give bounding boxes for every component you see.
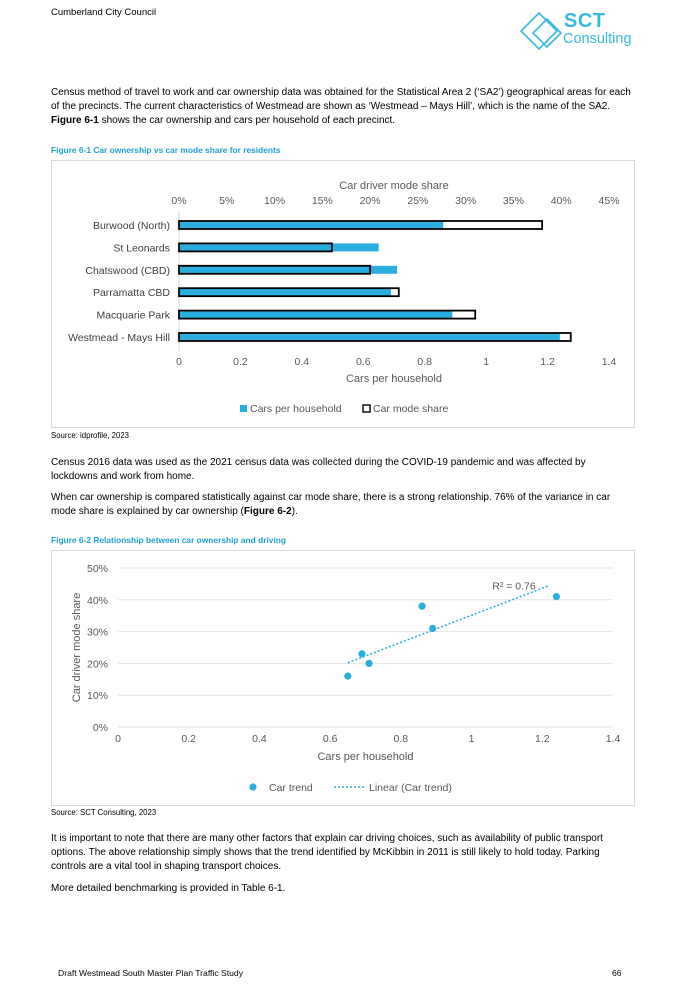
footer-page-number: 66 (612, 968, 622, 978)
figure-2-source: Source: SCT Consulting, 2023 (51, 808, 157, 817)
chart-2-x-tick: 0.8 (393, 733, 409, 745)
chart-1-top-tick: 10% (264, 195, 286, 207)
chart-2-svg (52, 551, 634, 805)
chart-1-legend-marker-share (363, 405, 370, 412)
chart-1-top-tick: 25% (407, 195, 429, 207)
chart-2-y-tick: 50% (86, 563, 108, 575)
chart-1-category-label: Parramatta CBD (92, 287, 170, 300)
chart-2-r-squared-label: R² = 0.76 (492, 580, 536, 593)
chart-1-svg (52, 161, 634, 427)
chart-1-top-tick: 45% (598, 195, 620, 207)
paragraph-relationship (51, 491, 635, 519)
chart-2-trendline (348, 585, 550, 662)
chart-1-top-axis-title: Car driver mode share (339, 180, 449, 192)
chart-2-x-tick: 0.6 (322, 733, 338, 745)
chart-1-bottom-tick: 0.2 (233, 356, 248, 368)
chart-2-point (429, 625, 436, 632)
chart-1-bar-cars-per-household (179, 311, 452, 319)
chart-1-category-label: Macquarie Park (96, 309, 170, 322)
chart-1-bottom-tick: 0.4 (294, 356, 310, 368)
paragraph-intro (51, 86, 635, 128)
chart-2-x-tick: 1.2 (534, 733, 550, 745)
chart-1-category-label: Burwood (North) (92, 220, 170, 232)
chart-2-legend-marker-points (249, 783, 256, 790)
paragraph-intro-a: Census method of travel to work and car ownership data was obtained for the Statistical Area 2 (‘SA2’) geographical areas for each of the precincts. The current characteristics of Westmead are shown as ‘Westmead – Mays Hill’, which is the name of the SA2. (51, 87, 631, 112)
chart-1-bar-cars-per-household (179, 266, 397, 274)
chart-2-y-tick: 30% (86, 626, 108, 639)
chart-1-top-tick: 30% (455, 195, 477, 207)
chart-1-category-label: Westmead - Mays Hill (68, 332, 170, 344)
chart-2-y-tick: 20% (86, 658, 108, 671)
paragraph-factors: It is important to note that there are many other factors that explain car driving choices, such as availability of public transport options. The above relationship simply shows that the trend identified by McKibbin in 2011 is still likely to hold today. Parking controls are a vital tool in shaping transport choices. (51, 833, 603, 872)
chart-2-y-tick: 40% (86, 594, 108, 607)
figure-2-caption: Figure 6-2 Relationship between car ownership and driving (51, 535, 287, 545)
chart-1-top-tick: 0% (171, 195, 187, 207)
chart-1-top-tick: 40% (550, 195, 572, 207)
chart-2-x-axis-title: Cars per household (317, 751, 414, 763)
chart-1-legend-cars: Cars per household (250, 403, 342, 415)
paragraph-relationship-a: When car ownership is compared statistically against car mode share, there is a strong relationship. 76% of the variance in car mode share is explained by car ownership ( (51, 492, 611, 517)
figure-1-chart (51, 160, 635, 428)
chart-2-y-axis-title: Car driver mode share (71, 592, 83, 703)
figure-1-caption: Figure 6-1 Car ownership vs car mode share for residents (51, 145, 281, 155)
chart-2-x-tick: 0.4 (252, 733, 267, 745)
logo-consulting-text: Consulting (563, 31, 632, 47)
chart-1-top-tick: 35% (502, 195, 524, 207)
figure-6-1-ref: Figure 6-1 (51, 115, 99, 126)
chart-1-category-label: Chatswood (CBD) (85, 264, 170, 277)
chart-1-bar-cars-per-household (179, 243, 379, 251)
chart-1-legend-marker-cars (240, 405, 247, 412)
chart-2-point (418, 603, 425, 610)
chart-2-legend-points: Car trend (269, 782, 313, 794)
logo-sct-text: SCT (564, 10, 606, 32)
footer-title: Draft Westmead South Master Plan Traffic Study (58, 968, 244, 978)
chart-2-x-tick: 1.4 (605, 733, 621, 745)
chart-2-x-tick: 0 (115, 733, 121, 745)
figure-2-chart (51, 550, 635, 806)
chart-1-bottom-axis-title: Cars per household (345, 373, 443, 385)
chart-2-y-tick: 10% (86, 690, 108, 703)
chart-2-x-tick: 0.2 (181, 733, 197, 745)
chart-1-legend-share: Car mode share (373, 403, 449, 415)
chart-1-bar-cars-per-household (179, 221, 443, 229)
header-organisation: Cumberland City Council (51, 7, 157, 18)
paragraph-census: Census 2016 data was used as the 2021 census data was collected during the COVID-19 pandemic and was affected by lockdowns and work from home. (51, 457, 586, 482)
chart-1-bottom-tick: 1.2 (540, 356, 555, 368)
figure-1-source: Source: idprofile, 2023 (51, 431, 130, 440)
chart-1-bottom-tick: 0 (176, 356, 182, 368)
chart-2-point (358, 650, 365, 657)
chart-2-x-tick: 1 (468, 733, 475, 745)
paragraph-benchmarking: More detailed benchmarking is provided in Table 6-1. (51, 883, 286, 894)
chart-2-y-tick: 0% (92, 722, 108, 734)
chart-1-bottom-tick: 1 (483, 356, 490, 368)
chart-1-bar-cars-per-household (179, 333, 560, 341)
figure-6-2-ref: Figure 6-2 (243, 506, 292, 517)
paragraph-relationship-b: ). (291, 506, 298, 517)
chart-1-bottom-tick: 0.8 (417, 356, 433, 368)
paragraph-intro-b: shows the car ownership and cars per household of each precinct. (98, 115, 396, 126)
chart-1-bar-cars-per-household (179, 288, 391, 296)
chart-1-top-tick: 5% (219, 195, 235, 207)
chart-1-top-tick: 15% (311, 195, 333, 207)
chart-2-legend-linear: Linear (Car trend) (369, 782, 452, 794)
chart-2-point (365, 660, 372, 667)
chart-1-category-label: St Leonards (113, 242, 170, 255)
chart-2-point (344, 673, 351, 680)
chart-1-top-tick: 20% (359, 195, 381, 207)
chart-1-bottom-tick: 0.6 (355, 356, 371, 368)
chart-1-bottom-tick: 1.4 (601, 356, 617, 368)
chart-2-point (553, 593, 560, 600)
